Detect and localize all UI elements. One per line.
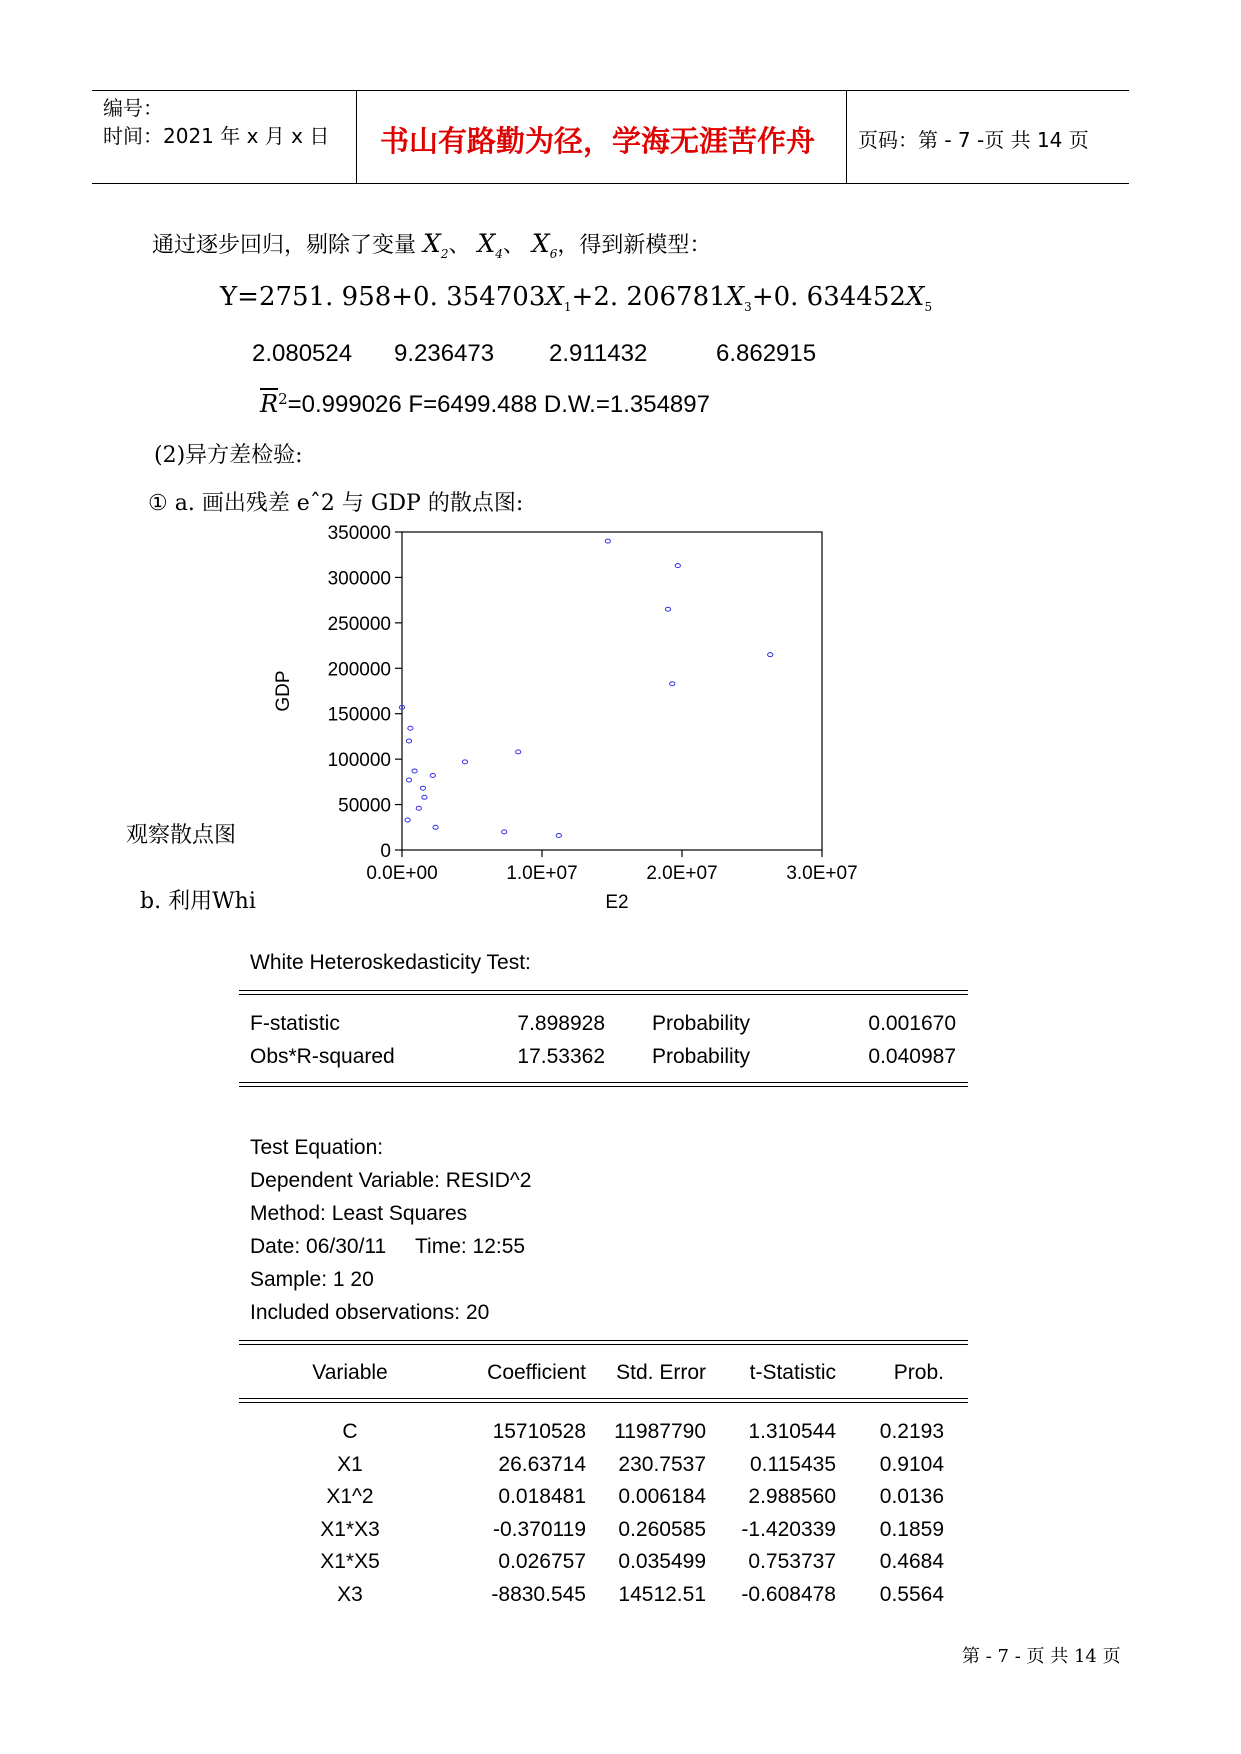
fit-stats: =0.999026 F=6499.488 D.W.=1.354897 [287, 391, 710, 418]
value-cell: 0.035499 [618, 1550, 706, 1574]
scatter-point [462, 760, 467, 764]
scatter-point [430, 773, 435, 777]
item-b-text: b. 利用Whi [140, 889, 256, 914]
y-axis-label: GDP [273, 670, 294, 712]
value-cell: -8830.545 [491, 1583, 586, 1606]
value-cell: 0.1859 [879, 1517, 944, 1541]
x-axis-label: E2 [605, 892, 629, 913]
header-bottom-rule [92, 183, 1129, 184]
white-test-title: White Heteroskedasticity Test: [250, 951, 531, 974]
value-cell: 14512.51 [618, 1583, 706, 1606]
x-tick-label: 3.0E+07 [786, 863, 858, 884]
value-cell: 11987790 [614, 1420, 706, 1443]
header-motto: 书山有路勤为径，学海无涯苦作舟 [380, 124, 816, 158]
y-tick-label: 300000 [327, 568, 391, 590]
value-cell: 0.0136 [879, 1485, 944, 1509]
y-tick-label: 100000 [327, 750, 391, 772]
scatter-point [768, 653, 773, 657]
scatter-point [422, 795, 427, 799]
table-rule [239, 1344, 968, 1345]
scatter-point [408, 726, 413, 730]
section-heteroskedasticity: (2)异方差检验: [154, 443, 303, 468]
plot-frame [402, 532, 822, 850]
intro-var-x6: $X_6$ [531, 229, 558, 261]
scatter-point [516, 750, 521, 754]
variable-cell: X1 [337, 1452, 363, 1476]
scatter-point [406, 739, 411, 743]
header-page-label: 页码：第 - 7 -页 共 14 页 [858, 128, 1089, 152]
value-cell: 0.260585 [618, 1517, 706, 1541]
regression-formula: Y=2751. 958+0. $354703X_1+2$. $206781X_3+0$. $634452X_5$ [220, 282, 933, 315]
scatter-point [433, 825, 438, 829]
header-time-label: 时间：2021 年 x 月 x 日 [103, 124, 330, 148]
t-value: 2.911432 [549, 340, 648, 367]
variable-cell: X1^2 [326, 1485, 374, 1509]
info-line: Included observations: 20 [250, 1301, 490, 1324]
t-value: 2.080524 [252, 340, 353, 367]
intro-var-x2: $X_2$ [423, 229, 449, 261]
fit-stats-line: $\overline{R}2=0.999026$ F=6499.488 D.W.=1.354897 [260, 390, 710, 418]
info-line: Dependent Variable: RESID^2 [250, 1169, 532, 1192]
variable-cell: C [342, 1420, 358, 1443]
table-rule [239, 990, 968, 991]
scatter-point [420, 786, 425, 790]
x-tick-label: 2.0E+07 [646, 863, 718, 884]
value-cell: 1.310544 [748, 1420, 836, 1443]
header-code-label: 编号： [103, 96, 163, 120]
scatter-point [670, 682, 675, 686]
y-axis [328, 523, 402, 862]
y-tick-label: 0 [380, 841, 391, 862]
variable-cell: X1*X5 [320, 1550, 380, 1574]
value-cell: 0.006184 [618, 1485, 706, 1509]
variable-cell: X3 [337, 1583, 363, 1606]
table-rule [239, 1398, 968, 1399]
footer-page-label: 第 - 7 - 页 共 14 页 [962, 1646, 1121, 1667]
value-cell: 0.5564 [879, 1583, 944, 1606]
header-divider-left [356, 90, 357, 183]
info-line: Test Equation: [250, 1136, 384, 1159]
value-cell: 2.988560 [748, 1485, 836, 1509]
value-cell: 230.7537 [618, 1452, 706, 1476]
table-rule [239, 1340, 968, 1341]
intro-paragraph: 通过逐步回归，剔除了变量 $X_2$、 $X_4$、 $X_6$，得到新模型： [152, 229, 712, 261]
table-rule [239, 994, 968, 995]
y-tick-label: 250000 [327, 613, 391, 635]
value-cell: 15710528 [492, 1420, 586, 1443]
intro-text: 通过逐步回归，剔除了变量 [152, 233, 417, 258]
scatter-point [406, 778, 411, 782]
scatter-points [399, 539, 772, 837]
value-cell: 0.018481 [498, 1485, 586, 1509]
item-a-text: ① a. 画出残差 eˆ2 与 GDP 的散点图: [148, 491, 524, 516]
table-rule [239, 1082, 968, 1083]
scatter-point [665, 607, 670, 611]
header-top-rule [92, 90, 1129, 91]
info-line: Date: 06/30/11 Time: 12:55 [250, 1235, 526, 1258]
value-cell: 0.115435 [749, 1452, 836, 1476]
t-value: 6.862915 [716, 340, 817, 367]
value-cell: 0.026757 [498, 1550, 586, 1574]
t-value: 9.236473 [394, 340, 495, 367]
y-tick-label: 150000 [327, 704, 391, 726]
r2-symbol: $\overline{R}$ [260, 390, 279, 418]
scatter-point [502, 830, 507, 834]
x-tick-label: 0.0E+00 [366, 863, 438, 884]
value-cell: 0.2193 [879, 1420, 944, 1443]
value-cell: -1.420339 [741, 1517, 836, 1541]
value-cell: 0.4684 [879, 1550, 944, 1574]
scatter-chart [260, 515, 880, 915]
scatter-point [412, 769, 417, 773]
scatter-point [416, 806, 421, 810]
scatter-point [405, 818, 410, 822]
value-cell: 26.63714 [498, 1452, 586, 1476]
header-divider-right [846, 90, 847, 183]
intro-var-x4: $X_4$ [477, 229, 503, 261]
y-tick-label: 200000 [327, 659, 391, 681]
x-tick-label: 1.0E+07 [506, 863, 578, 884]
value-cell: -0.370119 [492, 1517, 586, 1541]
scatter-point [605, 539, 610, 543]
variable-cell: X1*X3 [320, 1517, 380, 1541]
info-line: Method: Least Squares [250, 1202, 468, 1225]
y-tick-label: 350000 [327, 523, 391, 544]
value-cell: 0.753737 [748, 1550, 836, 1574]
intro-tail: ，得到新模型： [557, 233, 712, 258]
scatter-point [556, 833, 561, 837]
table-rule [239, 1402, 968, 1403]
scatter-point [675, 564, 680, 568]
table-rule [239, 1086, 968, 1087]
value-cell: -0.608478 [741, 1583, 836, 1606]
observe-text: 观察散点图 [126, 823, 237, 848]
value-cell: 0.9104 [879, 1452, 944, 1476]
x-axis [366, 850, 857, 884]
y-tick-label: 50000 [338, 795, 391, 817]
info-line: Sample: 1 20 [250, 1268, 374, 1291]
